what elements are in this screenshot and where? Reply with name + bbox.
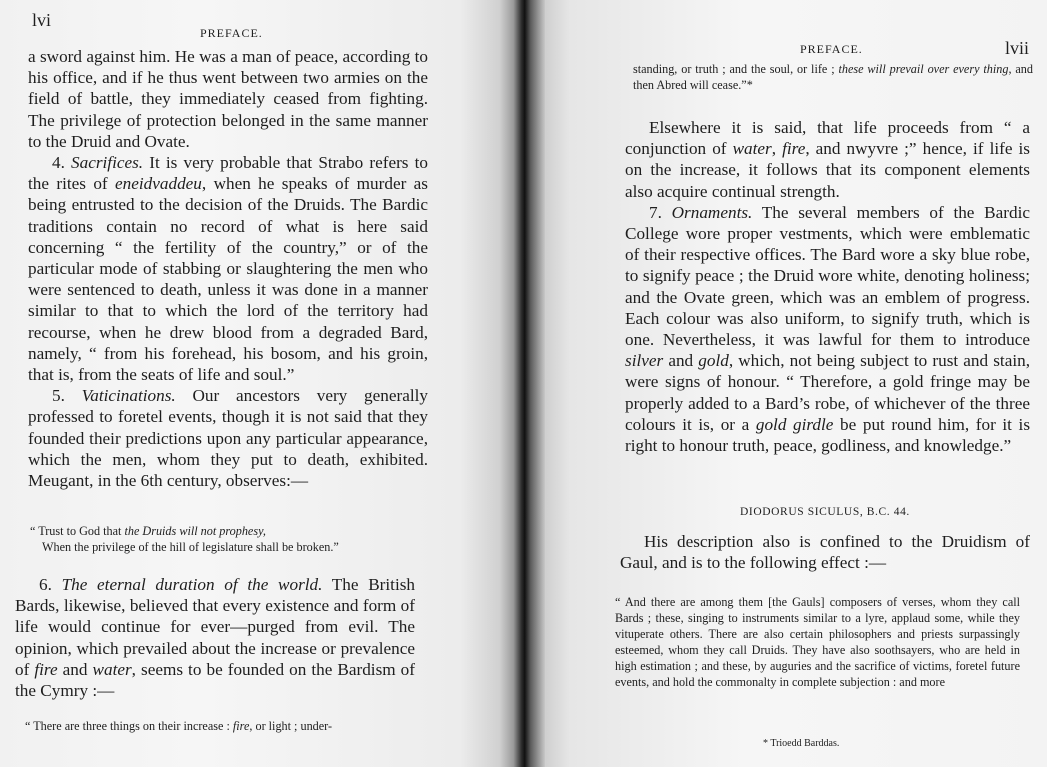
paragraph-sacrifices	[28, 152, 428, 385]
section-number: 4.	[52, 153, 65, 173]
paragraph-vaticinations	[28, 385, 428, 491]
text: , and nwyvre ;” hence, if life is on the increase, it follows that its component elements also acquire continual strength.	[625, 139, 1030, 201]
italic-term: silver	[625, 351, 664, 371]
attribution-heading: DIODORUS SICULUS, B.C. 44.	[740, 506, 910, 518]
text: , when he speaks of murder as being entrusted to the decision of the Druids. The Bardic traditions contain no record of what is here said concerning “ the fertility of the country,” or of the particular mode of stabbing or slaughtering the men who were sentenced to death, unless it was done in a manner similar to that to which the lord of the territory had recourse, when he drew blood from a degraded Bard, namely, “ from his forehead, his bosom, and his groin, that is, from the seats of life and soul.”	[28, 174, 428, 385]
page-number-left: lvi	[32, 10, 52, 30]
italic-term: water	[92, 659, 132, 679]
text: Our ancestors very generally professed to foretel events, though it is not said that they founded their predictions upon any particular appearance, which the men, whom they put to death, exhibited. Meugant, in the 6th century, observes:—	[28, 386, 428, 491]
section-title: Ornaments.	[671, 202, 753, 222]
italic-term: gold girdle	[755, 414, 834, 434]
text: Elsewhere it is said, that life proceeds from “ a conjunction of	[625, 118, 1030, 159]
section-title: Vaticinations.	[81, 386, 176, 406]
text: , and then Abred will cease.”*	[633, 62, 1033, 92]
paragraph-description: His description also is confined to the Druidism of Gaul, and is to the following effect :—	[620, 532, 1030, 573]
verse-quote	[30, 523, 430, 555]
running-head-left: PREFACE.	[200, 26, 263, 40]
right-main-text-2	[620, 531, 1030, 573]
triad-quote-continued	[633, 61, 1033, 93]
verse-line	[30, 523, 430, 539]
italic-term: fire	[232, 719, 250, 733]
verse-line: When the privilege of the hill of legislature shall be broken.”	[42, 540, 339, 554]
text: The British Bards, likewise, believed that every existence and form of life would continue for ever—purged from evil. The opinion, which prevailed about the increase or prevalence of	[15, 575, 416, 679]
italic-text: the Druids will not prophesy,	[124, 524, 266, 538]
text: It is very probable that Strabo refers to the rites of	[28, 153, 428, 194]
left-main-text-2	[15, 574, 415, 701]
section-title: Sacrifices.	[71, 153, 144, 173]
paragraph: a sword against him. He was a man of peace, according to his office, and if he thus went between two armies on the field of battle, they immediately ceased from fighting. The privilege of protection belonged in the same manner to the Druid and Ovate.	[28, 47, 428, 151]
text: and	[663, 351, 699, 371]
text: , which, not being subject to rust and stain, were signs of honour. “ Therefore, a gold fringe may be properly added to a Bard’s robe, of whichever of the three colours it is, or a	[625, 351, 1030, 434]
text: ,	[771, 139, 783, 159]
text: , seems to be founded on the Bardism of the Cymry :—	[15, 659, 415, 701]
book-spine	[500, 0, 545, 767]
text: standing, or truth ; and the soul, or life ;	[633, 62, 839, 76]
text: be put round him, for it is right to honour truth, peace, godliness, and knowledge.”	[625, 414, 1031, 456]
italic-term: eneidvaddeu	[115, 174, 202, 194]
left-page	[0, 0, 500, 767]
section-number: 5.	[52, 386, 65, 406]
section-number: 7.	[649, 202, 662, 222]
footnote: * Trioedd Barddas.	[763, 738, 840, 749]
italic-term: fire	[34, 659, 58, 679]
running-head-right: PREFACE.	[800, 42, 863, 56]
paragraph-eternal-duration	[15, 574, 415, 701]
paragraph-elsewhere	[625, 117, 1030, 202]
triad-quote-start	[25, 718, 425, 734]
right-main-text	[625, 117, 1030, 456]
text: “ There are three things on their increase :	[25, 719, 233, 733]
section-title: The eternal duration of the world.	[61, 575, 323, 594]
text: “ Trust to God that	[30, 524, 125, 538]
italic-term: fire	[782, 139, 806, 159]
text: , or light ; under-	[249, 719, 333, 733]
italic-term: water	[732, 139, 772, 159]
paragraph-ornaments	[625, 202, 1030, 456]
text: and	[57, 659, 93, 679]
italic-term: gold	[698, 351, 729, 371]
section-number: 6.	[39, 575, 52, 594]
page-number-right: lvii	[1005, 38, 1030, 58]
right-page	[545, 0, 1047, 767]
text: The several members of the Bardic College wore proper vestments, which were emblematic of their respective offices. The Bard wore a sky blue robe, to signify peace ; the Druid wore white, denoting holiness; and the Ovate green, which was an emblem of progress. Each colour was also uniform, to signify truth, which is one. Nevertheless, it was lawful for them to introduce	[625, 202, 1030, 350]
diodorus-quote: “ And there are among them [the Gauls] composers of verses, whom they call Bards ; these, singing to instruments similar to a lyre, applaud some, while they vituperate others. There are also certain philosophers and priests surpassingly esteemed, whom they call Druids. They have also soothsayers, who are held in high estimation ; and these, by auguries and the sacrifice of victims, foretel future events, and hold the commonalty in complete subjection : and more	[615, 595, 1020, 689]
italic-text: these will prevail over every thing	[838, 62, 1009, 76]
left-main-text	[28, 46, 428, 491]
